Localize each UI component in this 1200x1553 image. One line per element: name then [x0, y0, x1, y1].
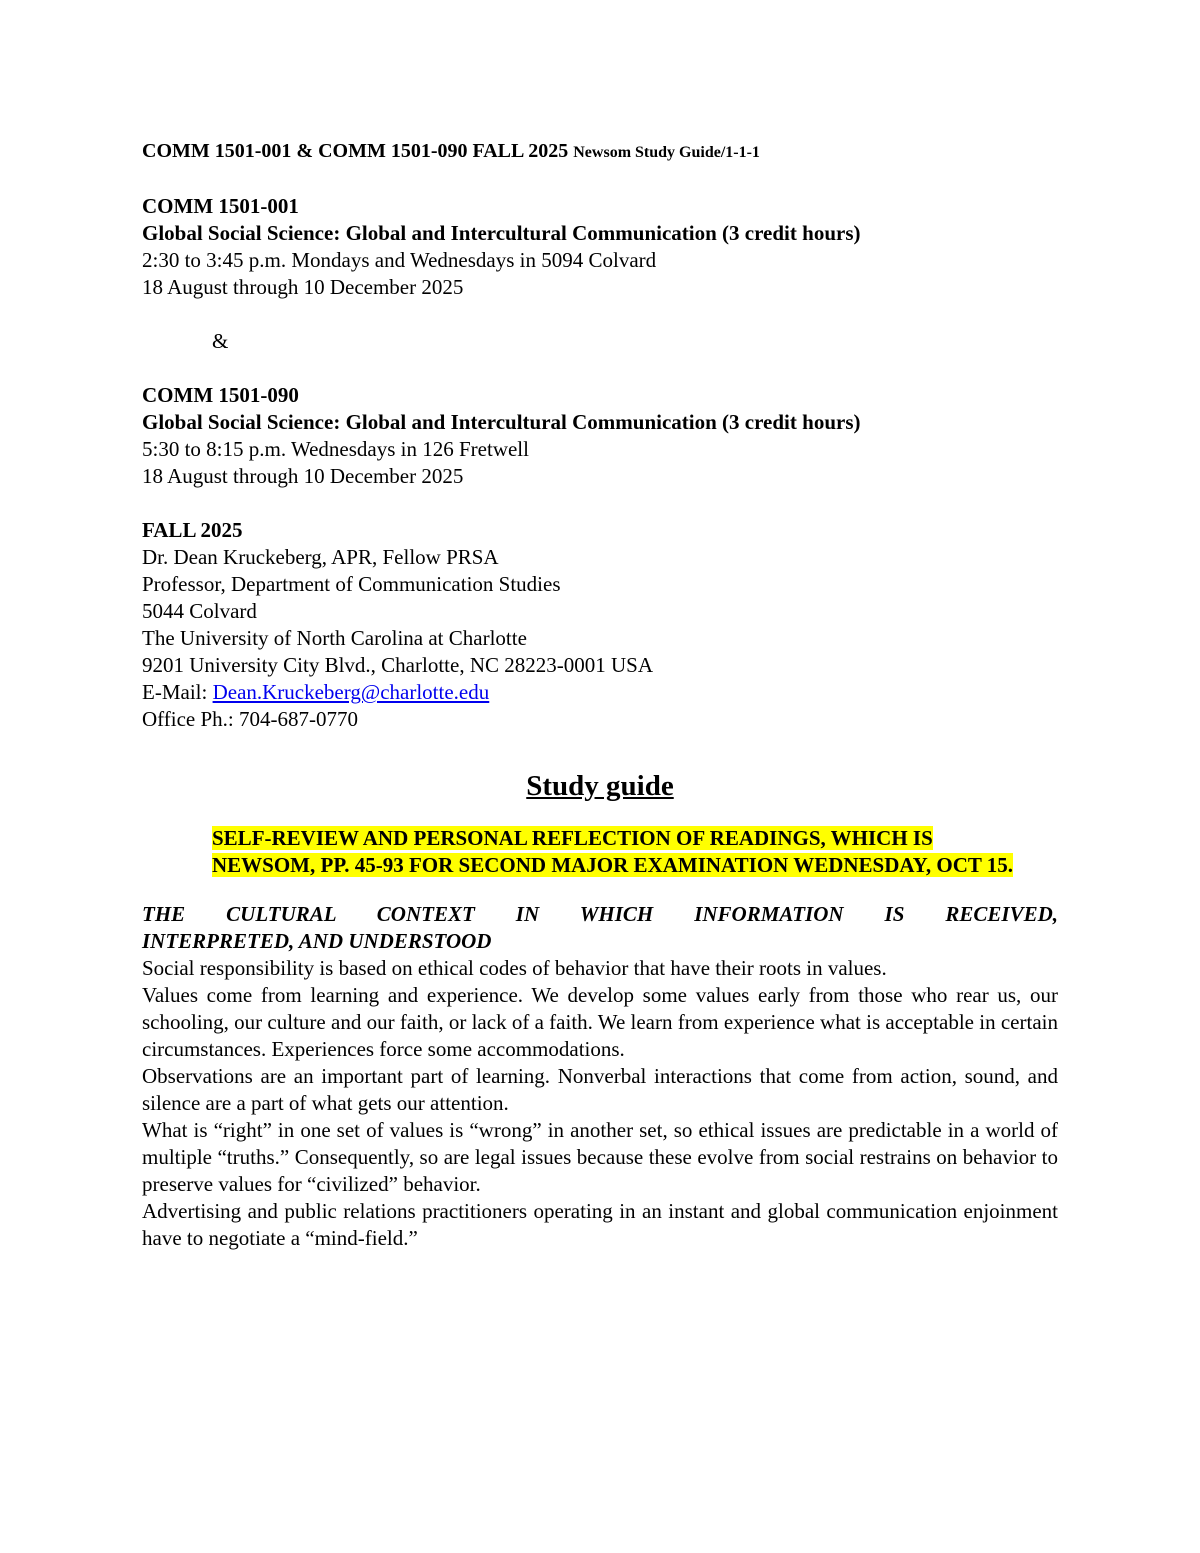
email-link[interactable]: Dean.Kruckeberg@charlotte.edu [212, 680, 490, 704]
email-label: E-Mail: [142, 680, 213, 704]
section-090-title: Global Social Science: Global and Intercultural Communication (3 credit hours) [142, 410, 861, 434]
section-heading [142, 901, 1058, 955]
paragraph-advertising: Advertising and public relations practitioners operating in an instant and global communication enjoinment have to negotiate a “mind-field.” [142, 1199, 1058, 1250]
paragraph-responsibility: Social responsibility is based on ethical codes of behavior that have their roots in values. [142, 956, 887, 980]
spacer [142, 355, 1058, 382]
page-header [142, 138, 1058, 166]
header-courses: COMM 1501-001 & COMM 1501-090 FALL 2025 [142, 140, 569, 162]
paragraph-values: Values come from learning and experience. We develop some values early from those who rear us, our schooling, our culture and our faith, or lack of a faith. We learn from experience what is acceptable in certain circumstances. Experiences force some accommodations. [142, 983, 1058, 1061]
spacer [142, 166, 1058, 193]
paragraph-right-wrong: What is “right” in one set of values is “wrong” in another set, so ethical issues are predictable in a world of multiple “truths.” Consequently, so are legal issues because these evolve from social restrains on behavior to preserve values for “civilized” behavior. [142, 1118, 1058, 1196]
exam-notice-text: SELF-REVIEW AND PERSONAL REFLECTION OF READINGS, WHICH IS NEWSOM, PP. 45-93 FOR SECOND MAJOR EXAMINATION WEDNESDAY, OCT 15. [212, 826, 1014, 877]
spacer [142, 490, 1058, 517]
section-001-schedule: 2:30 to 3:45 p.m. Mondays and Wednesdays in 5094 Colvard [142, 248, 657, 272]
instructor-university: The University of North Carolina at Charlotte [142, 626, 527, 650]
section-heading-line2: INTERPRETED, AND UNDERSTOOD [142, 929, 492, 953]
instructor-office: 5044 Colvard [142, 599, 257, 623]
instructor-email-line [142, 679, 1058, 706]
section-001-dates: 18 August through 10 December 2025 [142, 275, 464, 299]
header-guide-ref: Newsom Study Guide/1-1-1 [573, 144, 760, 161]
instructor-phone: Office Ph.: 704-687-0770 [142, 707, 358, 731]
ampersand-separator: & [212, 329, 229, 353]
instructor-address: 9201 University City Blvd., Charlotte, NC 28223-0001 USA [142, 653, 653, 677]
paragraph-observations: Observations are an important part of learning. Nonverbal interactions that come from action, sound, and silence are a part of what gets our attention. [142, 1064, 1058, 1115]
exam-notice [212, 825, 1032, 879]
section-090-schedule: 5:30 to 8:15 p.m. Wednesdays in 126 Fretwell [142, 437, 529, 461]
spacer [142, 301, 1058, 328]
instructor-name: Dr. Dean Kruckeberg, APR, Fellow PRSA [142, 545, 499, 569]
section-090-code: COMM 1501-090 [142, 383, 299, 407]
document-page [142, 138, 1058, 1252]
study-guide-title: Study guide [526, 770, 674, 802]
section-heading-line1: THE CULTURAL CONTEXT IN WHICH INFORMATION IS RECEIVED, [142, 902, 1058, 926]
section-001-code: COMM 1501-001 [142, 194, 299, 218]
section-001-title: Global Social Science: Global and Intercultural Communication (3 credit hours) [142, 221, 861, 245]
section-090-dates: 18 August through 10 December 2025 [142, 464, 464, 488]
instructor-term: FALL 2025 [142, 518, 243, 542]
instructor-position: Professor, Department of Communication Studies [142, 572, 561, 596]
